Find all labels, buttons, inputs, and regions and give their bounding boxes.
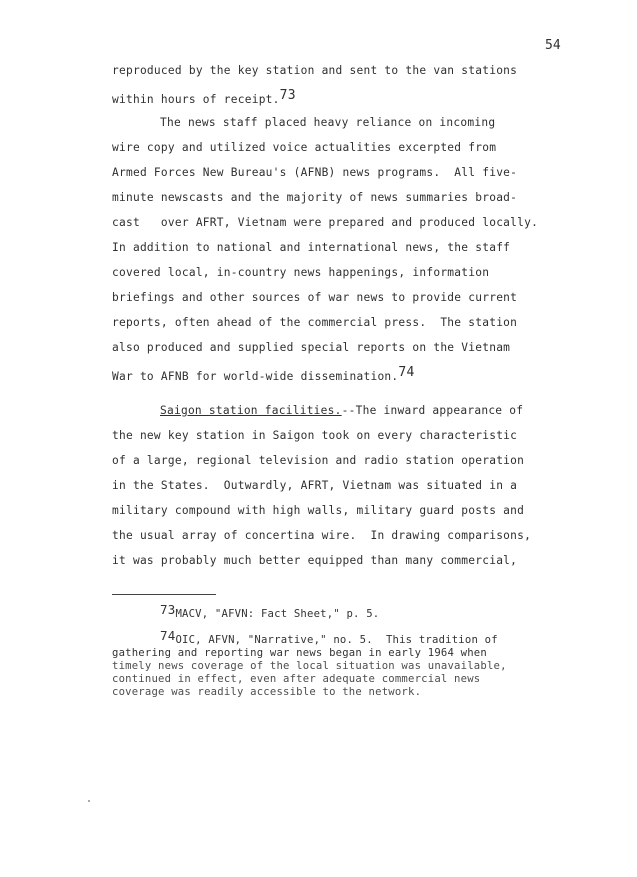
footnote-text: MACV, "AFVN: Fact Sheet," p. 5.	[175, 608, 380, 620]
footnote-ref-73: 73	[279, 88, 296, 103]
body-line: military compound with high walls, military guard posts and	[112, 504, 525, 517]
body-line: Armed Forces New Bureau's (AFNB) news programs. All five-	[112, 166, 518, 179]
body-line: in the States. Outwardly, AFRT, Vietnam was situated in a	[112, 479, 518, 492]
footnote-number: 74	[160, 628, 176, 643]
body-line-text: War to AFNB for world-wide dissemination.	[112, 370, 399, 383]
footnote-separator	[112, 594, 216, 595]
body-line: In addition to national and international news, the staff	[112, 241, 511, 254]
body-line: reports, often ahead of the commercial press. The station	[112, 316, 518, 329]
body-line: covered local, in-country news happenings, information	[112, 266, 490, 279]
body-line-text: --The inward appearance of	[341, 404, 524, 417]
body-line	[112, 365, 415, 383]
body-line: of a large, regional television and radio station operation	[112, 454, 525, 467]
footnote-text: OIC, AFVN, "Narrative," no. 5. This tradition of	[175, 634, 498, 646]
body-line: reproduced by the key station and sent to the van stations	[112, 64, 518, 77]
body-line: the new key station in Saigon took on every characteristic	[112, 429, 518, 442]
body-line: also produced and supplied special reports on the Vietnam	[112, 341, 511, 354]
footnote-74-line: timely news coverage of the local situation was unavailable,	[112, 660, 507, 672]
body-line	[160, 404, 523, 417]
body-line: it was probably much better equipped than many commercial,	[112, 554, 518, 567]
body-line	[112, 88, 296, 106]
body-line: the usual array of concertina wire. In drawing comparisons,	[112, 529, 532, 542]
scan-speck	[88, 800, 90, 802]
section-heading: Saigon station facilities.	[160, 404, 342, 417]
footnote-74-line: gathering and reporting war news began in early 1964 when	[112, 647, 487, 659]
body-line-text: within hours of receipt.	[112, 93, 280, 106]
footnote-74-line: continued in effect, even after adequate commercial news	[112, 673, 481, 685]
body-line: briefings and other sources of war news to provide current	[112, 291, 518, 304]
body-line: The news staff placed heavy reliance on incoming	[160, 116, 496, 129]
footnote-ref-74: 74	[398, 365, 415, 380]
body-line: wire copy and utilized voice actualities excerpted from	[112, 141, 497, 154]
footnote-74-line	[160, 628, 498, 646]
body-line: cast over AFRT, Vietnam were prepared and produced locally.	[112, 216, 539, 229]
footnote-number: 73	[160, 602, 176, 617]
footnote-74-line: coverage was readily accessible to the network.	[112, 686, 422, 698]
footnote-73	[160, 602, 379, 620]
body-line: minute newscasts and the majority of news summaries broad-	[112, 191, 518, 204]
page-number: 54	[545, 38, 561, 53]
